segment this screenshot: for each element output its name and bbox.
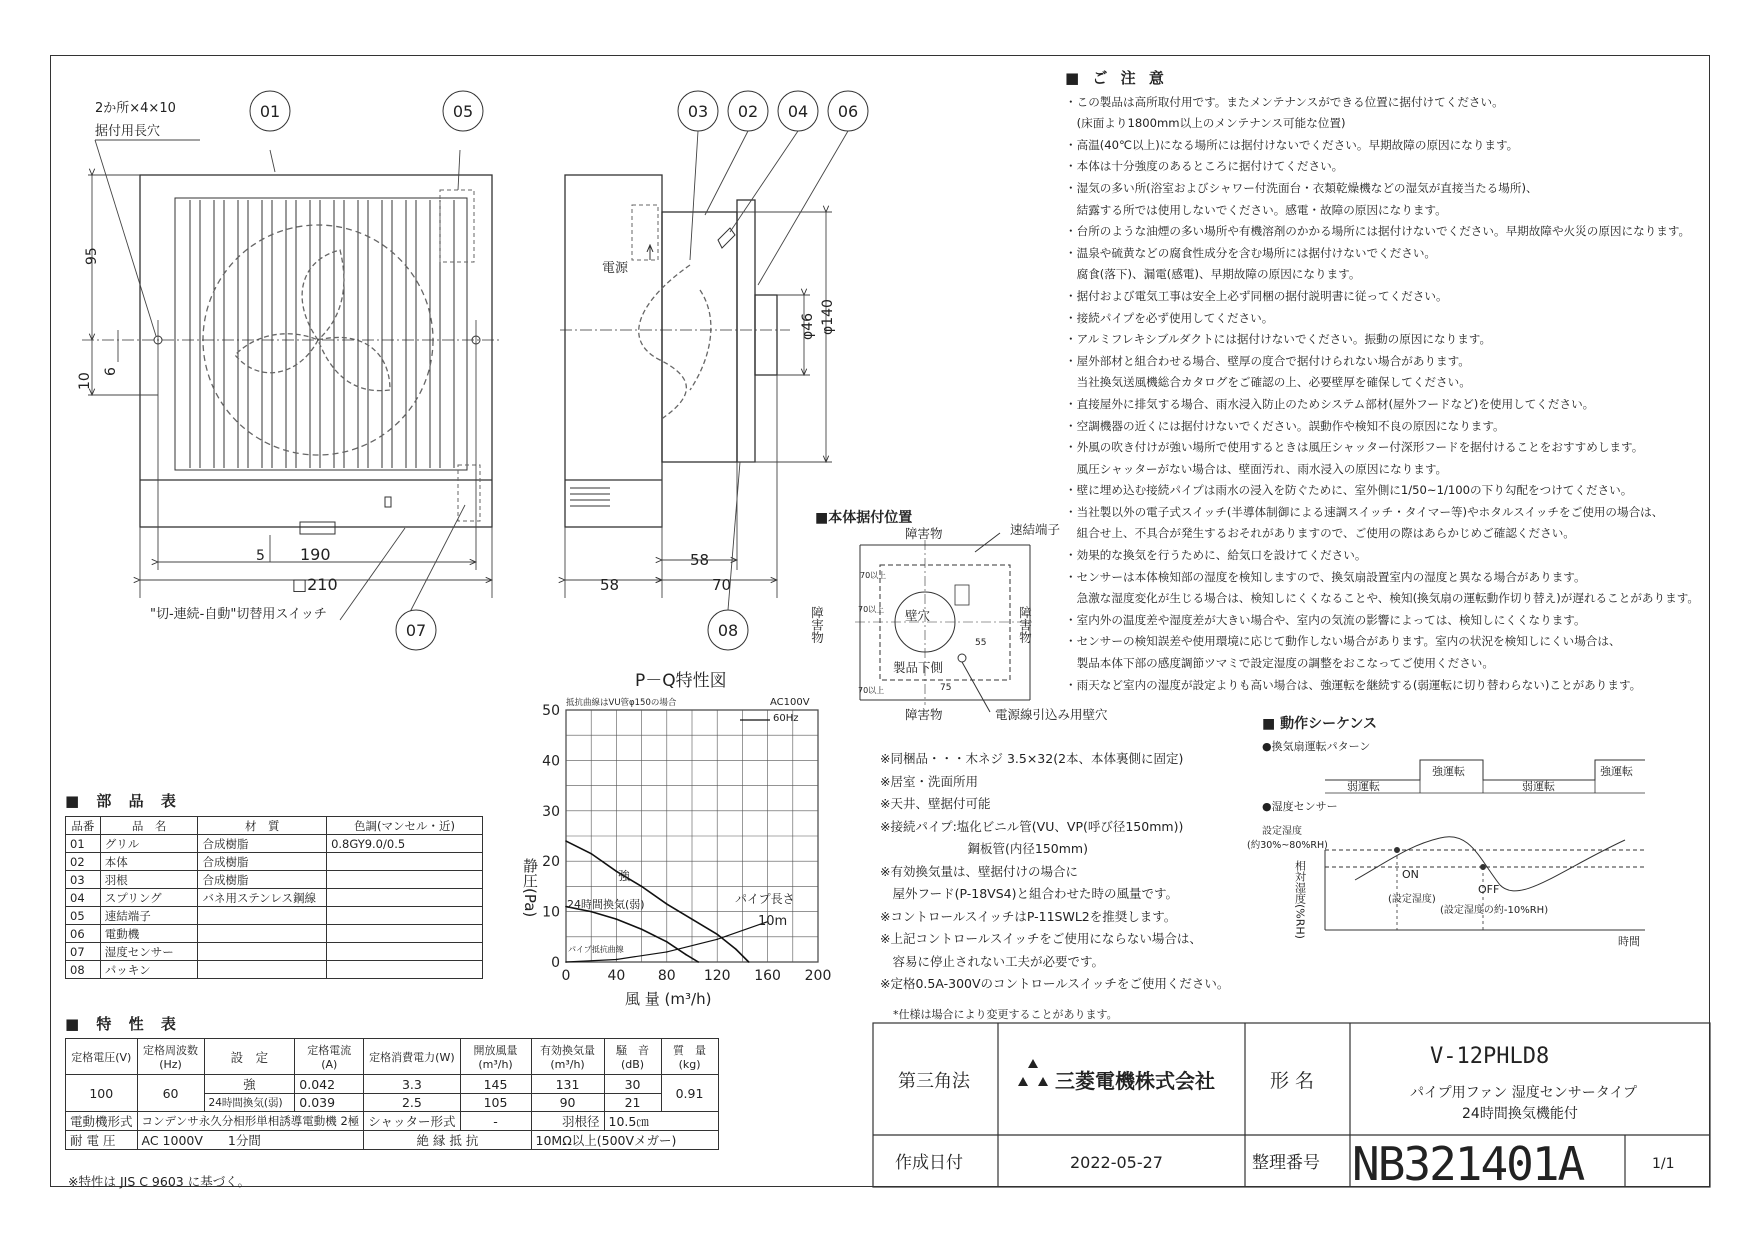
sp-shutter-label: シャッター形式 — [364, 1112, 460, 1131]
sp-r0-noise: 30 — [604, 1075, 661, 1094]
callout-04: 04 — [787, 102, 809, 121]
pq-x-tick: 0 — [561, 968, 571, 984]
caution-notes — [1065, 68, 1705, 696]
sp-freq: 60 — [137, 1075, 204, 1112]
specs-footnote: ※特性は JIS C 9603 に基づく。 — [68, 1174, 250, 1189]
spec-note-line: 容易に停止されない工夫が必要です。 — [880, 953, 1105, 969]
caution-line: 組合せ上、不具合が発生するおそれがありますので、ご使用の際はあらかじめご確認ください。 — [1065, 526, 1575, 541]
spec-note-line: ※有効換気量は、壁据付けの場合に — [880, 863, 1078, 879]
seq-off-sub: (設定湿度の約-10%RH) — [1440, 905, 1549, 916]
pq-x-tick: 160 — [754, 968, 781, 984]
sp-withstand-val: AC 1000V 1分間 — [137, 1131, 364, 1150]
caution-line: ・壁に埋め込む接続パイプは雨水の浸入を防ぐために、室外側に1/50~1/100の下り勾配をつけてください。 — [1065, 483, 1633, 498]
spec-note-line: ※同梱品・・・木ネジ 3.5×32(2本、本体裏側に固定) — [880, 751, 1184, 766]
pq-title: P－Q特性図 — [635, 671, 727, 691]
parts-cell — [198, 907, 327, 925]
sp-h8: 騒 音(dB) — [604, 1039, 661, 1075]
callout-07: 07 — [405, 621, 427, 640]
projection: 第三角法 — [898, 1071, 970, 1092]
sp-h3: 設 定 — [204, 1039, 295, 1075]
parts-cell — [198, 943, 327, 961]
callout-08: 08 — [717, 621, 739, 640]
pq-point — [565, 961, 567, 963]
parts-cell — [327, 889, 483, 907]
grille-slats — [190, 200, 454, 468]
parts-cell: 02 — [66, 853, 101, 871]
docno-value: NB321401A — [1352, 1137, 1584, 1191]
caution-line: (床面より1800mm以上のメンテナンス可能な位置) — [1065, 116, 1346, 131]
parts-cell: 本体 — [100, 853, 198, 871]
table-row — [66, 835, 483, 853]
callout-06: 06 — [837, 102, 859, 121]
mitsubishi-logo-icon — [1018, 1059, 1048, 1086]
mount-title: ■本体据付位置 — [815, 510, 913, 526]
caution-line: 急激な湿度変化が生じる場合は、検知しにくくなることや、検知(換気扇の運転動作切り替え)が遅れることがあります。 — [1065, 591, 1699, 606]
seq-off: OFF — [1478, 883, 1500, 896]
company-name: 三菱電機株式会社 — [1055, 1069, 1215, 1093]
table-row — [66, 853, 483, 871]
caution-line: ・この製品は高所取付用です。またメンテナンスができる位置に据付けてください。 — [1065, 94, 1504, 109]
sp-r1-cur: 0.039 — [295, 1094, 364, 1112]
caution-line: ・当社製以外の電子式スイッチ(半導体制御による速調スイッチ・タイマー等)やホタルスイッチをご使用の場合は、 — [1065, 504, 1664, 519]
mount-d70a: 70以上 — [860, 571, 887, 580]
mount-d75: 75 — [940, 683, 952, 693]
caution-line: ・温泉や硫黄などの腐食性成分を含む場所には据付けないでください。 — [1065, 245, 1437, 260]
slot-label: 2か所×4×10 — [95, 101, 176, 116]
parts-cell: 05 — [66, 907, 101, 925]
parts-cell — [327, 853, 483, 871]
parts-cell: 0.8GY9.0/0.5 — [327, 835, 483, 853]
caution-line: ・台所のような油煙の多い場所や有機溶剤のかかる場所には据付けないでください。早期故障や火災の原因になります。 — [1065, 224, 1691, 239]
parts-cell — [327, 871, 483, 889]
pq-point — [685, 954, 687, 956]
caution-line: ・接続パイプを必ず使用してください。 — [1065, 310, 1274, 325]
pq-y-tick: 20 — [542, 854, 560, 871]
spec-note-line: 屋外フード(P-18VS4)と組合わせた時の風量です。 — [880, 886, 1178, 901]
parts-cell — [198, 925, 327, 943]
pq-y-tick: 40 — [542, 753, 560, 770]
seq-rel-hum: 相対湿度(%RH) — [1293, 860, 1307, 939]
caution-line: ・高温(40℃以上)になる場所には据付けないでください。早期故障の原因になります。 — [1065, 137, 1519, 152]
mount-bottom-side: 製品下側 — [893, 660, 944, 675]
date-value: 2022-05-27 — [1070, 1153, 1163, 1172]
pq-strong: 強 — [618, 869, 631, 883]
sp-r1-mode: 24時間換気(弱) — [204, 1094, 295, 1112]
parts-cell: バネ用ステンレス鋼線 — [198, 889, 327, 907]
sp-blade-val: 10.5㎝ — [604, 1112, 718, 1131]
sp-r0-pow: 3.3 — [364, 1075, 460, 1094]
pq-x-tick: 200 — [804, 968, 832, 984]
spec-note-line: ※上記コントロールスイッチをご使用にならない場合は、 — [880, 931, 1202, 946]
pq-point — [691, 918, 693, 920]
caution-line: 腐食(落下)、漏電(感電)、早期故障の原因になります。 — [1065, 267, 1361, 282]
side-dimensions — [565, 131, 848, 610]
sp-h7: 有効換気量(m³/h) — [531, 1039, 604, 1075]
caution-line: ・屋外部材と組合わせる場合、壁厚の度合で据付けられない場合があります。 — [1065, 353, 1470, 368]
sp-blade-label: 羽根径 — [531, 1112, 604, 1131]
sp-voltage: 100 — [66, 1075, 138, 1112]
pq-xlabel: 風 量 (m³/h) — [625, 990, 712, 1008]
pq-point — [641, 886, 643, 888]
caution-line: ・雨天など室内の湿度が設定よりも高い場合は、強運転を継続する(弱運転に切り替わらない)ことがあります。 — [1065, 677, 1642, 692]
sp-r1-eff: 90 — [531, 1094, 604, 1112]
mount-connector: 速結端子 — [1010, 522, 1061, 537]
model-desc1: パイプ用ファン 湿度センサータイプ — [1410, 1085, 1638, 1101]
dim-140: φ140 — [820, 299, 836, 335]
specs-table — [65, 1038, 719, 1150]
model-number: V-12PHLD8 — [1430, 1044, 1550, 1069]
sp-h6: 開放風量(m³/h) — [460, 1039, 531, 1075]
sp-r1-pow: 2.5 — [364, 1094, 460, 1112]
sp-motor-val: コンデンサ永久分相形単相誘導電動機 2極 — [137, 1112, 364, 1131]
pq-point — [616, 870, 618, 872]
parts-header-row — [66, 817, 483, 835]
table-row — [66, 925, 483, 943]
pq-x-tick: 40 — [607, 968, 626, 984]
pq-ylabel: 静圧(Pa) — [521, 858, 539, 918]
parts-cell — [327, 943, 483, 961]
pq-point — [590, 853, 592, 855]
parts-cell: 電動機 — [100, 925, 198, 943]
sp-r0-mode: 強 — [204, 1075, 295, 1094]
mount-power-hole: 電源線引込み用壁穴 — [995, 707, 1108, 722]
table-row — [66, 889, 483, 907]
parts-header-cell: 品 名 — [100, 817, 198, 835]
pq-point — [716, 933, 718, 935]
parts-cell: 08 — [66, 961, 101, 979]
dim-58b: 58 — [690, 551, 710, 569]
seq-set-hum: 設定湿度 — [1262, 826, 1302, 837]
mount-obstacle-right: 障害物 — [1017, 606, 1033, 644]
dim-6: 6 — [103, 367, 119, 376]
parts-cell: グリル — [100, 835, 198, 853]
parts-cell: 合成樹脂 — [198, 835, 327, 853]
caution-line: ・センサーは本体検知部の湿度を検知しますので、換気扇設置室内の湿度と異なる場合があります。 — [1065, 569, 1586, 584]
seq-strong2: 強運転 — [1600, 765, 1633, 778]
seq-weak1: 弱運転 — [1347, 780, 1380, 793]
pq-voltage: AC100V — [770, 697, 810, 708]
pq-point — [641, 928, 643, 930]
caution-line: ・センサーの検知誤差や使用環境に応じて動作しない場合があります。室内の状況を検知しにくい場合は、 — [1065, 634, 1621, 649]
change-note: *仕様は場合により変更することがあります。 — [893, 1008, 1118, 1021]
caution-line: ・アルミフレキシブルダクトには据付けないでください。振動の原因になります。 — [1065, 332, 1492, 347]
caution-line: 風圧シャッターがない場合は、壁面汚れ、雨水浸入の原因になります。 — [1065, 461, 1448, 476]
parts-cell: 羽根 — [100, 871, 198, 889]
caution-line: ・室内外の温度差や湿度差が大きい場合や、室内の気流の影響によっては、検知しにくくなります。 — [1065, 612, 1586, 627]
caution-line: ・据付および電気工事は安全上必ず同梱の据付説明書に従ってください。 — [1065, 288, 1448, 303]
mount-obstacle-bottom: 障害物 — [905, 707, 943, 722]
parts-title: ■ 部 品 表 — [65, 792, 182, 810]
sp-r0-open: 145 — [460, 1075, 531, 1094]
parts-header-cell: 色調(マンセル・近) — [327, 817, 483, 835]
pq-point — [565, 840, 567, 842]
front-labels — [77, 101, 338, 622]
callout-02: 02 — [737, 102, 759, 121]
caution-line: 当社換気送風機総合カタログをご確認の上、必要壁厚を確保してください。 — [1065, 375, 1471, 390]
seq-title: ■ 動作シーケンス — [1262, 716, 1377, 732]
pq-y-tick: 50 — [542, 703, 560, 719]
dim-5: 5 — [256, 548, 265, 564]
dim-190: 190 — [300, 545, 331, 564]
parts-header-cell: 材 質 — [198, 817, 327, 835]
sp-motor-label: 電動機形式 — [66, 1112, 138, 1131]
pq-point — [666, 903, 668, 905]
pq-point — [748, 961, 750, 963]
sp-h5: 定格消費電力(W) — [364, 1039, 460, 1075]
switch-label: "切-連続-自動"切替用スイッチ — [150, 607, 327, 622]
front-outline — [140, 175, 492, 527]
seq-on: ON — [1402, 868, 1419, 881]
callout-01: 01 — [259, 102, 281, 121]
callout-03: 03 — [687, 102, 709, 121]
parts-cell: 速結端子 — [100, 907, 198, 925]
pq-pipe-len: パイプ長さ — [735, 892, 795, 906]
parts-cell — [327, 907, 483, 925]
page-number: 1/1 — [1652, 1156, 1675, 1172]
mount-d55: 55 — [975, 638, 987, 648]
pq-chart — [542, 703, 831, 984]
pq-note: 抵抗曲線はVU管φ150の場合 — [566, 698, 677, 708]
pq-point — [698, 961, 700, 963]
dim-70: 70 — [712, 576, 732, 594]
seq-fan-pattern: ●換気扇運転パターン — [1262, 740, 1371, 753]
dim-10: 10 — [77, 372, 93, 390]
specs-title: ■ 特 性 表 — [65, 1015, 182, 1033]
sp-withstand-label: 耐 電 圧 — [66, 1131, 138, 1150]
pq-point — [616, 918, 618, 920]
spec-notes — [880, 748, 1280, 996]
sp-insul-val: 10MΩ以上(500Vメガー) — [531, 1131, 718, 1150]
sp-h1: 定格電圧(V) — [66, 1039, 138, 1075]
seq-strong1: 強運転 — [1432, 765, 1465, 778]
seq-time: 時間 — [1618, 935, 1640, 948]
sp-shutter-val: - — [460, 1112, 531, 1131]
parts-header-cell: 品番 — [66, 817, 101, 835]
pq-point — [666, 951, 668, 953]
spec-note-line: ※定格0.5A-300Vのコントロールスイッチをご使用ください。 — [880, 976, 1230, 991]
parts-table — [65, 816, 483, 979]
caution-line: ・直接屋外に排気する場合、雨水浸入防止のためシステム部材(屋外フードなど)を使用してください。 — [1065, 396, 1595, 411]
pq-point — [590, 911, 592, 913]
fan-blades — [235, 250, 390, 391]
spec-note-line: ※天井、壁据付可能 — [880, 796, 991, 811]
dim-95: 95 — [84, 247, 100, 265]
mount-d70c: 70以上 — [858, 686, 885, 695]
parts-cell: 合成樹脂 — [198, 853, 327, 871]
model-label: 形 名 — [1270, 1070, 1315, 1092]
seq-on-sub: (設定湿度) — [1388, 894, 1436, 905]
pq-y-tick: 10 — [542, 904, 560, 921]
model-desc2: 24時間換気機能付 — [1462, 1106, 1578, 1122]
parts-cell: パッキン — [100, 961, 198, 979]
sp-mass: 0.91 — [661, 1075, 718, 1112]
pq-x-tick: 80 — [657, 968, 676, 984]
caution-line: 結露する所では使用しないでください。感電・故障の原因になります。 — [1065, 202, 1447, 217]
sp-r1-noise: 21 — [604, 1094, 661, 1112]
parts-cell — [327, 925, 483, 943]
sp-h2: 定格周波数(Hz) — [137, 1039, 204, 1075]
parts-cell — [198, 961, 327, 979]
slot-label2: 据付用長穴 — [95, 124, 161, 139]
spec-note-line: 鋼板管(内径150mm) — [880, 841, 1088, 856]
mount-obstacle-left: 障害物 — [809, 606, 825, 644]
mount-wall-hole: 壁穴 — [905, 608, 931, 623]
sp-r0-cur: 0.042 — [295, 1075, 364, 1094]
sp-r1-open: 105 — [460, 1094, 531, 1112]
pq-point — [616, 959, 618, 961]
caution-line: ・本体は十分強度のあるところに据付けてください。 — [1065, 159, 1344, 174]
spec-note-line: ※コントロールスイッチはP-11SWL2を推奨します。 — [880, 908, 1177, 924]
seq-weak2: 弱運転 — [1522, 780, 1555, 793]
callout-05: 05 — [452, 102, 474, 121]
parts-cell: 合成樹脂 — [198, 871, 327, 889]
spec-note-line: ※接続パイプ:塩化ビニル管(VU、VP(呼び径150mm)) — [880, 818, 1184, 834]
pq-x-tick: 120 — [703, 968, 731, 984]
side-view — [560, 175, 790, 527]
pq-legend: 60Hz — [773, 713, 799, 724]
caution-title: ■ ご 注 意 — [1065, 69, 1168, 87]
table-row — [66, 871, 483, 889]
docno-label: 整理番号 — [1252, 1153, 1320, 1173]
sp-insul-label: 絶 縁 抵 抗 — [364, 1131, 531, 1150]
parts-cell: 湿度センサー — [100, 943, 198, 961]
pq-y-tick: 0 — [551, 955, 560, 971]
sp-h9: 質 量(kg) — [661, 1039, 718, 1075]
seq-sensor: ●湿度センサー — [1262, 800, 1338, 813]
table-row — [66, 907, 483, 925]
parts-cell: 07 — [66, 943, 101, 961]
pq-point — [666, 941, 668, 943]
parts-cell: 03 — [66, 871, 101, 889]
parts-cell: スプリング — [100, 889, 198, 907]
parts-cell: 01 — [66, 835, 101, 853]
pq-weak: 24時間換気(弱) — [567, 898, 645, 911]
table-row — [66, 943, 483, 961]
dim-210: □210 — [292, 575, 338, 594]
spec-note-line: ※居室・洗面所用 — [880, 773, 978, 789]
power-label: 電源 — [602, 261, 629, 276]
pq-y-tick: 30 — [542, 803, 560, 820]
parts-cell: 04 — [66, 889, 101, 907]
front-view — [82, 175, 500, 534]
pq-pipe-val: 10m — [758, 914, 788, 929]
caution-line: ・外風の吹き付けが強い場所で使用するときは風圧シャッター付深形フードを据付けることをおすすめします。 — [1065, 440, 1644, 455]
dim-46: φ46 — [800, 312, 816, 340]
pq-resist: パイプ抵抗曲線 — [568, 945, 624, 954]
mount-obstacle-top: 障害物 — [905, 526, 943, 541]
sp-r0-eff: 131 — [531, 1075, 604, 1094]
caution-line: ・湿気の多い所(浴室およびシャワー付洗面台・衣類乾燥機などの湿気が直接当たる場所)、 — [1065, 180, 1538, 195]
parts-cell — [327, 961, 483, 979]
caution-line: ・空調機器の近くには据付けないでください。誤動作や検知不良の原因になります。 — [1065, 418, 1505, 433]
seq-set-range: (約30%~80%RH) — [1247, 840, 1328, 851]
table-row — [66, 961, 483, 979]
dim-58a: 58 — [600, 576, 620, 594]
caution-line: 製品本体下部の感度調節ツマミで設定湿度の調整をおこなってご使用ください。 — [1065, 656, 1494, 671]
mount-d70b: 70以上 — [858, 605, 885, 614]
sp-h4: 定格電流(A) — [295, 1039, 364, 1075]
pq-point — [716, 939, 718, 941]
caution-line: ・効果的な換気を行うために、給気口を設けてください。 — [1065, 548, 1367, 563]
parts-cell: 06 — [66, 925, 101, 943]
front-dimensions — [88, 140, 492, 620]
date-label: 作成日付 — [895, 1153, 963, 1173]
pq-point — [735, 949, 737, 951]
